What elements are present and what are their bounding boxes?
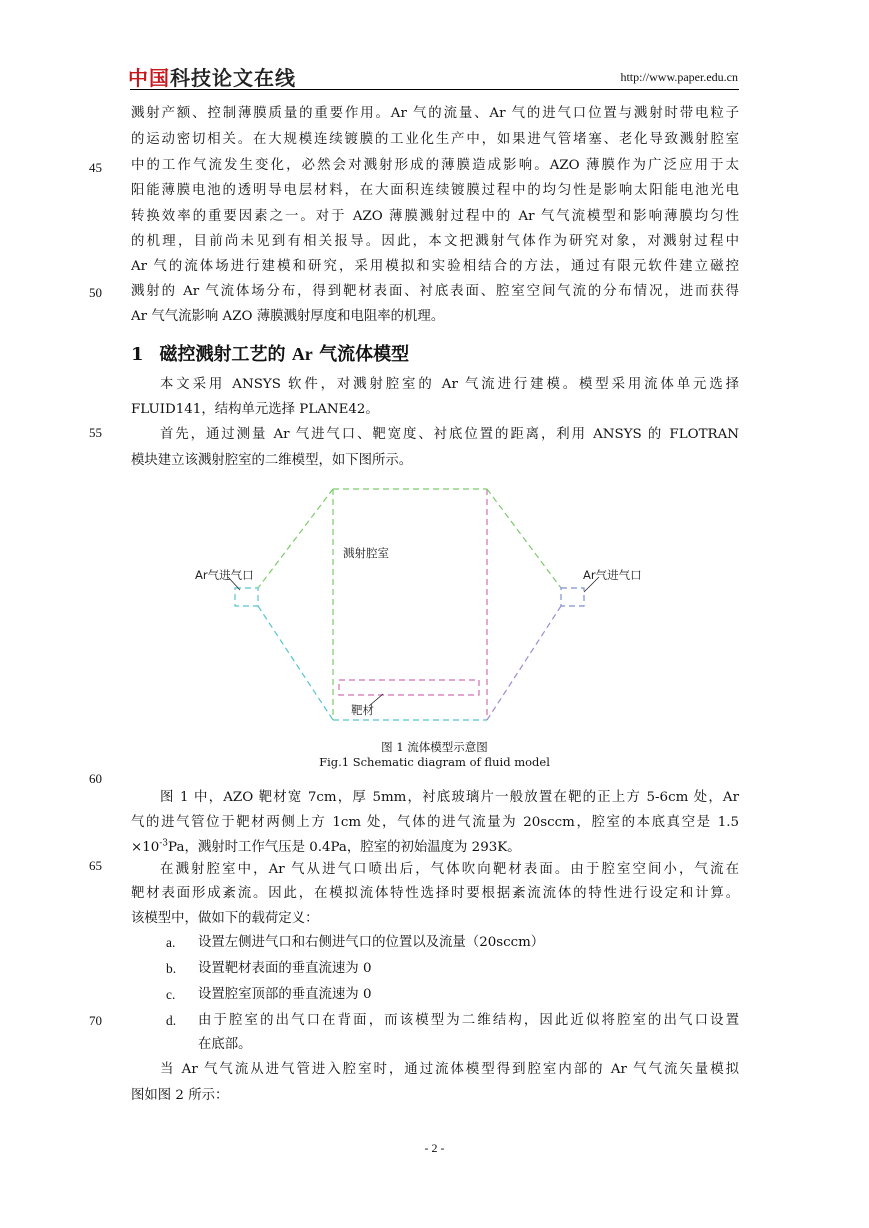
p3-last-sup: -3 <box>159 838 169 849</box>
intro-line: 的运动密切相关。在大规模连续镀膜的工业化生产中，如果进气管堵塞、老化导致溅射腔室 <box>131 132 739 147</box>
list-marker: b. <box>166 961 177 976</box>
line-number: 65 <box>89 858 102 873</box>
site-logo[interactable] <box>128 62 296 91</box>
list-item-text-continued: 在底部。 <box>198 1037 252 1052</box>
paragraph-line: 图 1 中，AZO 靶材宽 7cm，厚 5mm，衬底玻璃片一般放置在靶的正上方 5-6cm 处，Ar <box>160 790 739 805</box>
list-item-text: 设置腔室顶部的垂直流速为 0 <box>198 987 372 1002</box>
intro-line: 溅射产额、控制薄膜质量的重要作用。Ar 气的流量、Ar 气的进气口位置与溅射时带电粒子 <box>131 106 739 121</box>
paragraph-line: 图如图 2 所示： <box>131 1088 229 1103</box>
paragraph-line: 本文采用 ANSYS 软件，对溅射腔室的 Ar 气流进行建模。模型采用流体单元选择 <box>160 377 739 392</box>
section-title-a: 磁控溅射工艺的 <box>159 344 292 365</box>
line-number: 70 <box>89 1013 102 1028</box>
logo-dark-text: 科技论文在线 <box>170 66 296 90</box>
line-number: 55 <box>89 425 102 440</box>
intro-line: Ar 气气流影响 AZO 薄膜溅射厚度和电阻率的机理。 <box>131 309 445 324</box>
line-number: 50 <box>89 285 102 300</box>
paragraph-line: 模块建立该溅射腔室的二维模型，如下图所示。 <box>131 453 413 468</box>
figure-caption-cn: 图 1 流体模型示意图 <box>381 740 488 754</box>
line-number: 60 <box>89 771 102 786</box>
intro-line: 转换效率的重要因素之一。对于 AZO 薄膜溅射过程中的 Ar 气气流模型和影响薄膜均匀性 <box>131 209 739 224</box>
section-number: 1 <box>131 344 144 365</box>
logo-red-text: 中国 <box>128 66 170 90</box>
fluid-model-diagram <box>180 480 680 730</box>
list-marker: a. <box>166 935 176 950</box>
list-item-text: 设置左侧进气口和右侧进气口的位置以及流量（20sccm） <box>198 935 545 950</box>
right-inlet-label: Ar气进气口 <box>583 568 642 582</box>
list-item-text: 由于腔室的出气口在背面，而该模型为二维结构，因此近似将腔室的出气口设置 <box>198 1013 739 1028</box>
target-label: 靶材 <box>351 703 374 717</box>
paragraph-line: 该模型中，做如下的载荷定义： <box>131 911 319 926</box>
line-number: 45 <box>89 160 102 175</box>
intro-line: 阳能薄膜电池的透明导电层材料，在大面积连续镀膜过程中的均匀性是影响太阳能电池光电 <box>131 183 739 198</box>
section-heading <box>131 340 409 366</box>
right-upper-wall <box>487 489 561 588</box>
left-lower-wall <box>258 606 333 720</box>
chamber-label: 溅射腔室 <box>343 546 389 560</box>
intro-line: Ar 气的流体场进行建模和研究，采用模拟和实验相结合的方法，通过有限元软件建立磁控 <box>131 259 739 274</box>
right-lower-wall <box>487 606 561 720</box>
left-inlet <box>235 588 258 606</box>
target-rect <box>339 680 479 695</box>
paragraph-line: 当 Ar 气气流从进气管进入腔室时，通过流体模型得到腔室内部的 Ar 气气流矢量模拟 <box>160 1062 739 1077</box>
list-marker: d. <box>166 1013 177 1028</box>
paragraph-line: 靶材表面形成紊流。因此，在模拟流体特性选择时要根据紊流流体的特性进行设定和计算。 <box>131 886 739 901</box>
paragraph-line: 首先，通过测量 Ar 气进气口、靶宽度、衬底位置的距离，利用 ANSYS 的 FLOTRAN <box>160 427 739 442</box>
figure-caption-en: Fig.1 Schematic diagram of fluid model <box>319 755 550 769</box>
p3-last-a: ×10 <box>131 840 160 855</box>
intro-line: 溅射的 Ar 气流体场分布，得到靶材表面、衬底表面、腔室空间气流的分布情况，进而获得 <box>131 284 739 299</box>
paragraph-line: 在溅射腔室中，Ar 气从进气口喷出后，气体吹向靶材表面。由于腔室空间小，气流在 <box>160 862 739 877</box>
intro-line: 的机理，目前尚未见到有相关报导。因此，本文把溅射气体作为研究对象，对溅射过程中 <box>131 234 739 249</box>
paragraph-line <box>131 838 739 858</box>
list-item-text: 设置靶材表面的垂直流速为 0 <box>198 961 372 976</box>
left-upper-wall <box>258 489 333 588</box>
right-inlet <box>561 588 584 606</box>
paragraph-line: FLUID141，结构单元选择 PLANE42。 <box>131 402 379 417</box>
header-rule <box>130 89 739 90</box>
paragraph-line: 气的进气管位于靶材两侧上方 1cm 处，气体的进气流量为 20sccm，腔室的本底真空是 1.5 <box>131 815 739 830</box>
p3-last-b: Pa，溅射时工作气压是 0.4Pa，腔室的初始温度为 293K。 <box>168 840 521 855</box>
header-url[interactable]: http://www.paper.edu.cn <box>620 70 738 84</box>
page-number: - 2 - <box>424 1141 445 1155</box>
section-title-b: Ar <box>291 344 313 364</box>
left-inlet-label: Ar气进气口 <box>195 568 254 582</box>
intro-line: 中的工作气流发生变化，必然会对溅射形成的薄膜造成影响。AZO 薄膜作为广泛应用于太 <box>131 158 739 173</box>
diagram-svg <box>180 480 680 730</box>
list-marker: c. <box>166 987 176 1002</box>
section-title-c: 气流体模型 <box>312 344 410 365</box>
